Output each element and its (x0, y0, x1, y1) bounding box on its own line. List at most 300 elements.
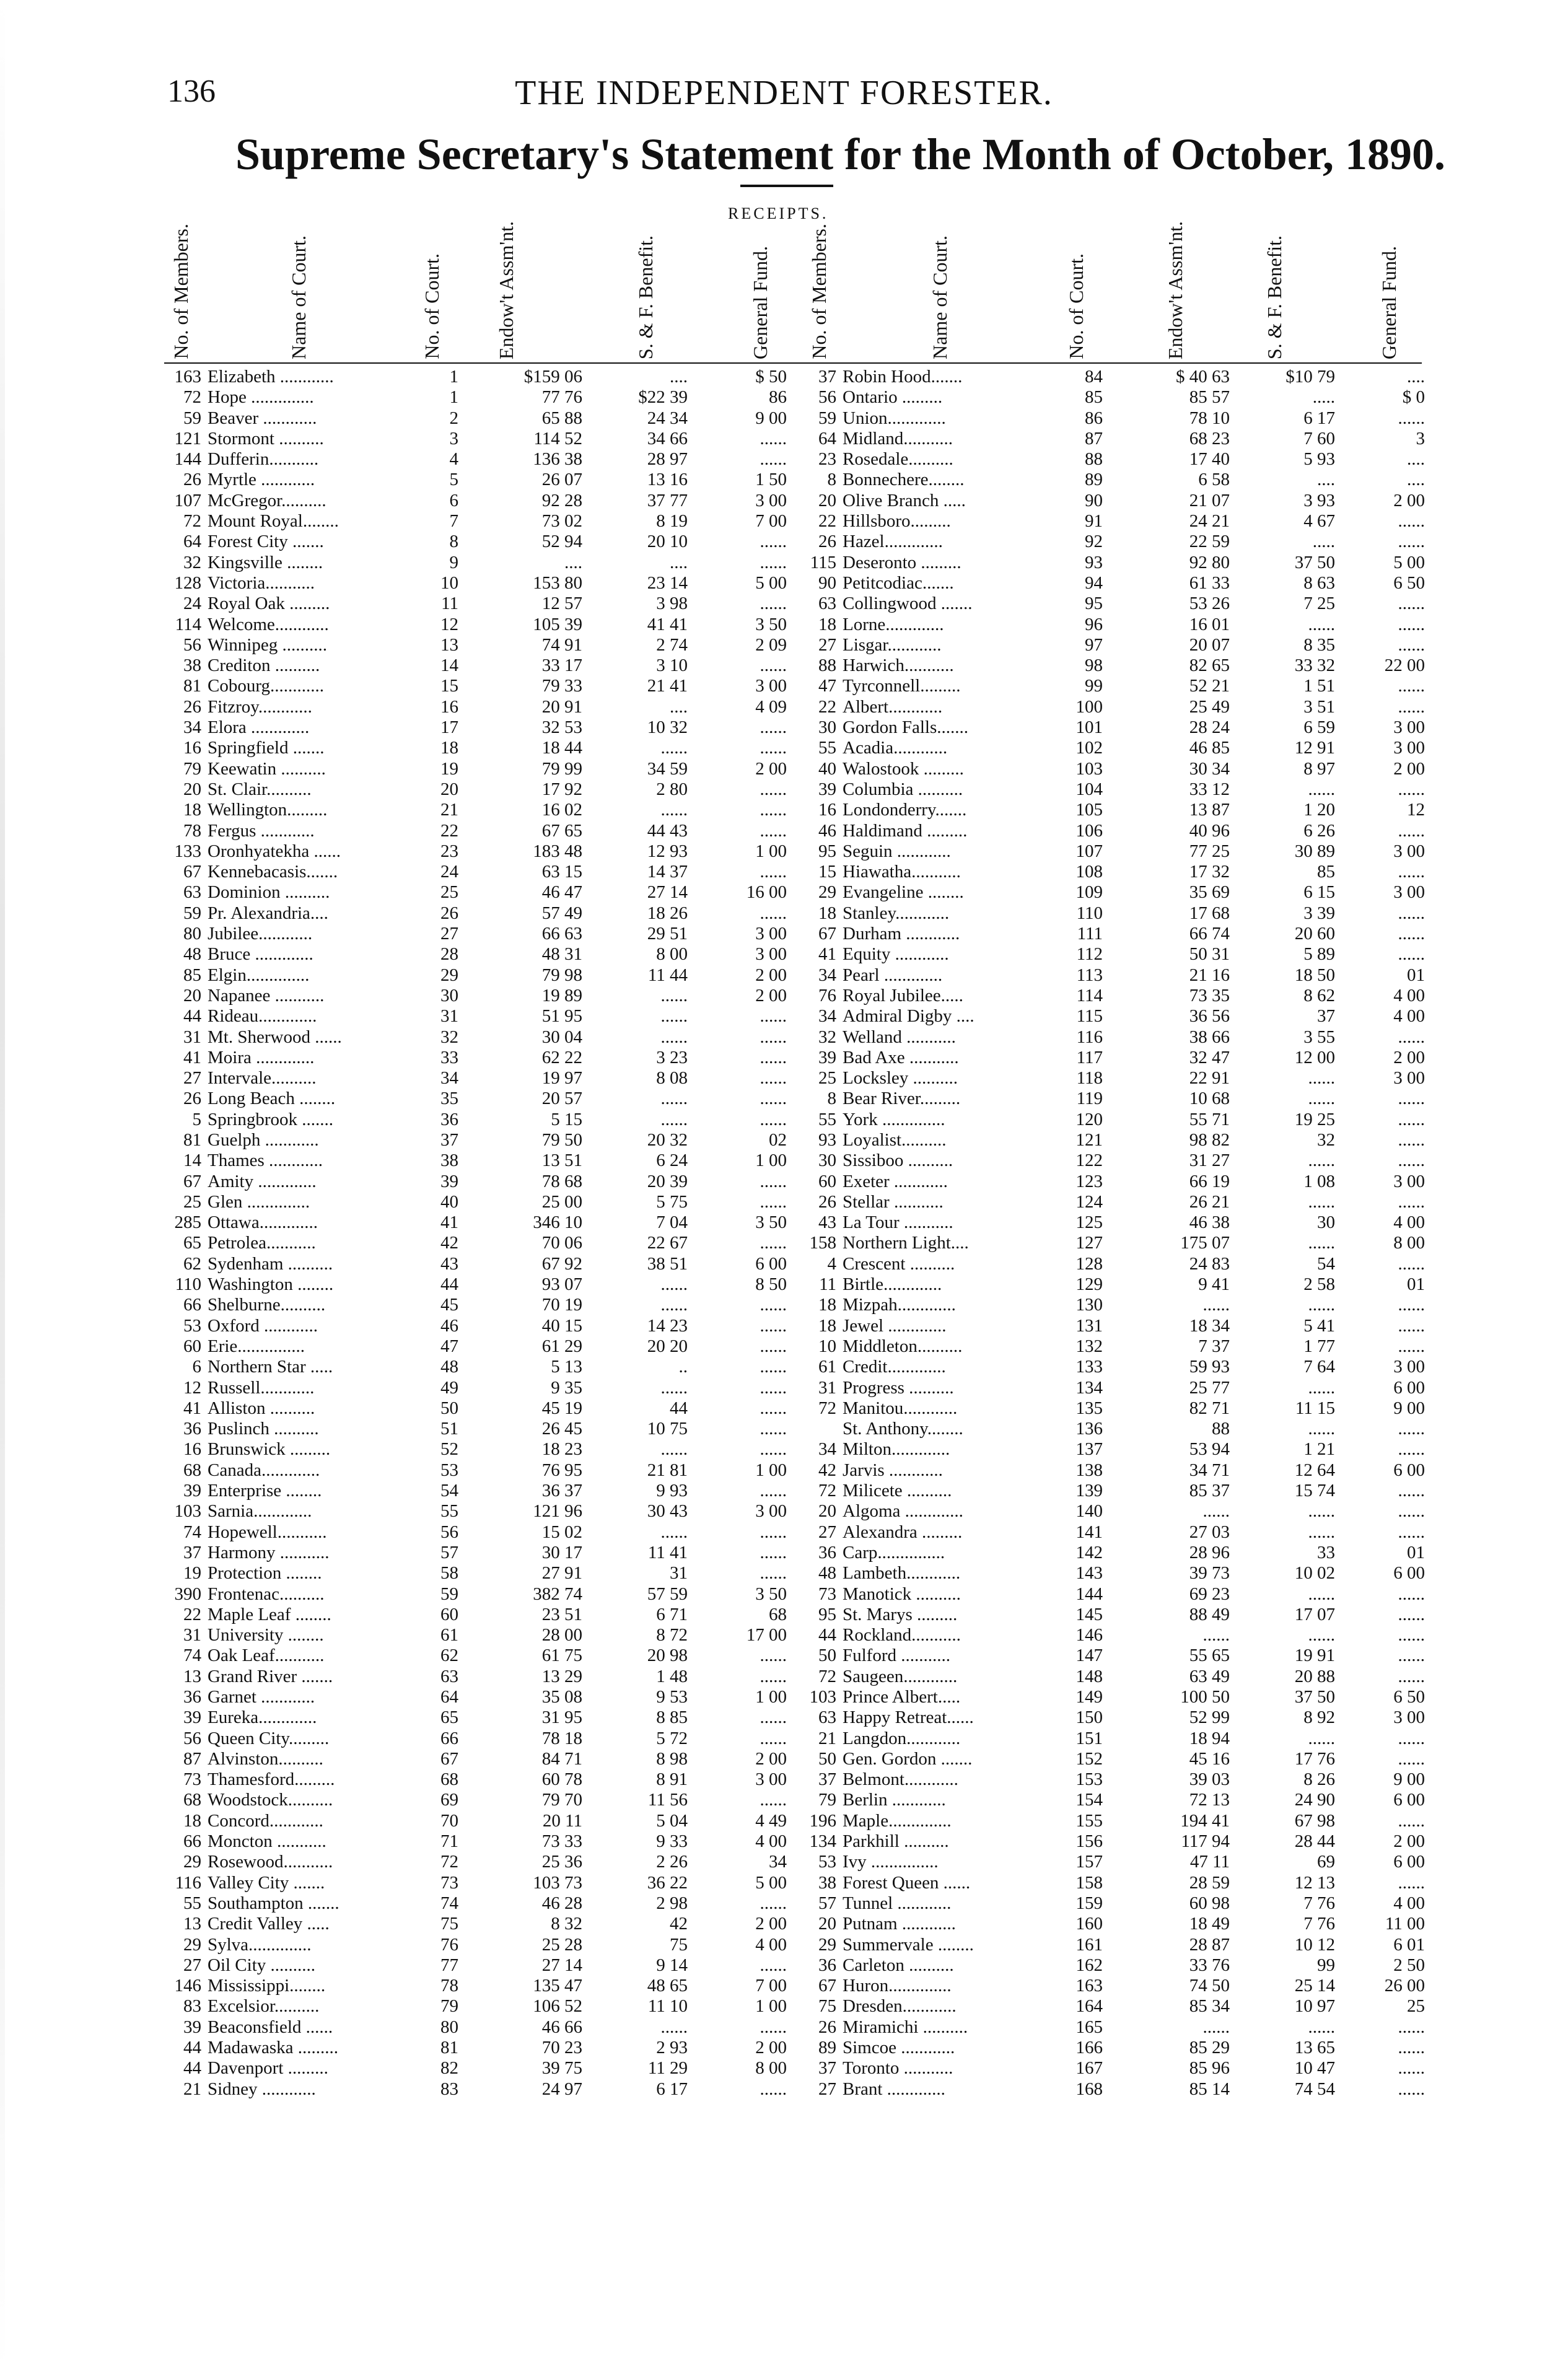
table-row (0, 1501, 1568, 1522)
left-endowment-cell: 48 31 (541, 944, 582, 965)
left-sf-benefit-cell: 8 08 (656, 1068, 688, 1089)
left-court-number-cell: 33 (440, 1047, 458, 1067)
right-court-name-cell: Admiral Digby .... (843, 1006, 975, 1027)
right-members-cell: 72 (818, 1666, 836, 1686)
left-court-name-cell: Keewatin .......... (208, 758, 326, 779)
table-row (0, 1935, 1568, 1955)
left-endowment-cell: 346 10 (533, 1212, 582, 1233)
right-endowment-cell: 175 07 (1180, 1233, 1230, 1253)
right-general-fund-cell: 12 (1407, 800, 1425, 820)
right-general-fund-cell: 4 00 (1393, 1006, 1425, 1027)
left-members-cell: 26 (183, 470, 201, 490)
right-court-number-cell: 106 (1075, 820, 1103, 841)
left-sf-benefit-cell: 11 56 (647, 1790, 688, 1810)
left-general-fund-cell: ...... (760, 820, 787, 841)
left-sf-benefit-cell: 14 37 (647, 862, 688, 882)
left-members-cell: 78 (183, 820, 201, 841)
right-court-name-cell: Welland ........... (843, 1027, 956, 1047)
right-endowment-cell: 28 96 (1189, 1542, 1230, 1562)
left-sf-benefit-cell: 3 10 (656, 655, 688, 676)
right-general-fund-cell: 4 00 (1393, 1893, 1425, 1913)
right-endowment-cell: 22 91 (1189, 1068, 1230, 1089)
left-court-number-cell: 18 (440, 738, 458, 758)
left-endowment-cell: 66 63 (541, 924, 582, 944)
left-members-cell: 68 (183, 1790, 201, 1810)
right-endowment-cell: 92 80 (1189, 552, 1230, 572)
left-members-cell: 26 (183, 696, 201, 717)
left-court-number-cell: 23 (440, 841, 458, 861)
left-sf-benefit-cell: 8 19 (656, 511, 688, 532)
right-court-name-cell: Columbia .......... (843, 779, 963, 799)
left-members-cell: 18 (183, 800, 201, 820)
left-members-cell: 121 (174, 428, 201, 449)
right-court-name-cell: Rosedale.......... (843, 449, 953, 470)
left-sf-benefit-cell: ...... (660, 1109, 688, 1129)
left-court-name-cell: Alliston .......... (208, 1398, 315, 1418)
right-court-name-cell: Gen. Gordon ....... (843, 1748, 973, 1769)
right-members-cell: 55 (818, 1109, 836, 1129)
left-court-name-cell: Valley City ....... (208, 1872, 325, 1893)
right-sf-benefit-cell: 10 97 (1294, 1996, 1335, 2017)
left-general-fund-cell: 5 00 (755, 572, 787, 593)
right-general-fund-cell: ...... (1398, 944, 1425, 965)
right-endowment-cell: 82 71 (1189, 1398, 1230, 1418)
left-endowment-cell: 19 97 (541, 1068, 582, 1089)
left-court-name-cell: Jubilee............ (208, 924, 313, 944)
left-members-cell: 72 (183, 387, 201, 408)
right-sf-benefit-cell: 1 08 (1303, 1171, 1335, 1191)
right-court-number-cell: 108 (1075, 862, 1103, 882)
left-court-number-cell: 34 (440, 1068, 458, 1089)
left-sf-benefit-cell: 20 10 (647, 532, 688, 552)
left-general-fund-cell: 3 00 (755, 490, 787, 511)
table-row (0, 924, 1568, 944)
left-members-cell: 19 (183, 1563, 201, 1584)
right-sf-benefit-cell: 30 89 (1294, 841, 1335, 861)
left-members-cell: 74 (183, 1522, 201, 1542)
right-endowment-cell: 34 71 (1189, 1460, 1230, 1480)
left-general-fund-cell: 7 00 (755, 1976, 787, 1996)
right-court-name-cell: Carleton .......... (843, 1955, 954, 1975)
left-members-cell: 87 (183, 1748, 201, 1769)
left-court-name-cell: Concord............ (208, 1810, 323, 1831)
left-court-name-cell: Maple Leaf ........ (208, 1604, 331, 1624)
right-court-name-cell: Gordon Falls....... (843, 717, 968, 738)
left-members-cell: 48 (183, 944, 201, 965)
left-court-name-cell: McGregor.......... (208, 490, 326, 511)
table-row (0, 1048, 1568, 1068)
table-row (0, 1852, 1568, 1872)
left-court-number-cell: 28 (440, 944, 458, 965)
right-court-number-cell: 146 (1075, 1625, 1103, 1646)
right-sf-benefit-cell: 20 60 (1294, 924, 1335, 944)
right-court-name-cell: Stanley............ (843, 903, 950, 923)
right-members-cell: 36 (818, 1542, 836, 1562)
header-rule (164, 362, 1422, 364)
left-sf-benefit-cell: 11 10 (647, 1996, 688, 2017)
left-court-name-cell: Northern Star ..... (208, 1357, 333, 1377)
left-sf-benefit-cell: 21 41 (647, 676, 688, 696)
right-court-name-cell: Haldimand ......... (843, 820, 968, 841)
right-court-number-cell: 113 (1076, 965, 1103, 985)
left-court-number-cell: 32 (440, 1027, 458, 1047)
right-court-name-cell: Maple.............. (843, 1810, 952, 1831)
left-members-cell: 80 (183, 924, 201, 944)
table-row (0, 1006, 1568, 1027)
left-members-cell: 56 (183, 1728, 201, 1748)
header-sf-right: S. & F. Benefit. (1263, 235, 1285, 359)
table-row (0, 387, 1568, 408)
right-court-name-cell: Walostook ......... (843, 758, 964, 779)
right-court-name-cell: Tunnel ............ (843, 1893, 952, 1913)
left-general-fund-cell: ...... (760, 1955, 787, 1975)
left-members-cell: 163 (174, 367, 201, 387)
left-court-number-cell: 43 (440, 1253, 458, 1274)
header-general-left: General Fund. (749, 245, 771, 359)
right-endowment-cell: 85 34 (1189, 1996, 1230, 2017)
right-court-number-cell: 89 (1085, 470, 1103, 490)
left-members-cell: 81 (183, 1129, 201, 1150)
left-general-fund-cell: 1 50 (755, 470, 787, 490)
left-members-cell: 62 (183, 1253, 201, 1274)
left-endowment-cell: 79 99 (541, 758, 582, 779)
right-court-number-cell: 136 (1075, 1419, 1103, 1439)
left-sf-benefit-cell: 11 41 (647, 1542, 688, 1562)
table-row (0, 862, 1568, 882)
right-endowment-cell: 24 83 (1189, 1253, 1230, 1274)
left-members-cell: 5 (192, 1109, 201, 1129)
left-court-name-cell: Long Beach ........ (208, 1089, 336, 1109)
receipts-label: RECEIPTS. (728, 204, 829, 222)
left-members-cell: 146 (174, 1976, 201, 1996)
right-general-fund-cell: ...... (1398, 634, 1425, 655)
right-court-number-cell: 149 (1075, 1687, 1103, 1707)
right-sf-benefit-cell: 3 39 (1303, 903, 1335, 923)
left-endowment-cell: 46 28 (541, 1893, 582, 1913)
right-sf-benefit-cell: 7 60 (1303, 428, 1335, 449)
right-court-name-cell: Locksley .......... (843, 1068, 958, 1089)
table-row (0, 1667, 1568, 1687)
left-general-fund-cell: 1 00 (755, 1460, 787, 1480)
right-sf-benefit-cell: 54 (1317, 1253, 1335, 1274)
right-endowment-cell: 24 21 (1189, 511, 1230, 532)
left-court-name-cell: Myrtle ............ (208, 470, 315, 490)
right-sf-benefit-cell: ...... (1308, 1728, 1335, 1748)
left-members-cell: 20 (183, 779, 201, 799)
right-members-cell: 72 (818, 1398, 836, 1418)
left-court-number-cell: 73 (440, 1872, 458, 1893)
right-general-fund-cell: 3 00 (1393, 1171, 1425, 1191)
left-endowment-cell: 20 91 (541, 696, 582, 717)
right-general-fund-cell: ...... (1398, 1625, 1425, 1646)
right-general-fund-cell: ...... (1398, 1584, 1425, 1604)
left-sf-benefit-cell: 6 71 (656, 1604, 688, 1624)
right-members-cell: 8 (827, 1089, 836, 1109)
right-general-fund-cell: 2 00 (1393, 1831, 1425, 1852)
right-endowment-cell: 66 74 (1189, 924, 1230, 944)
table-row (0, 1729, 1568, 1749)
right-members-cell: 31 (818, 1377, 836, 1398)
right-sf-benefit-cell: ...... (1308, 614, 1335, 634)
left-sf-benefit-cell: 31 (670, 1563, 688, 1584)
left-general-fund-cell: ...... (760, 1419, 787, 1439)
left-members-cell: 39 (183, 2017, 201, 2037)
left-sf-benefit-cell: 48 65 (647, 1976, 688, 1996)
left-endowment-cell: 153 80 (533, 572, 582, 593)
left-members-cell: 18 (183, 1810, 201, 1831)
left-court-number-cell: 54 (440, 1481, 458, 1501)
left-sf-benefit-cell: 9 14 (656, 1955, 688, 1975)
left-court-name-cell: Springbrook ....... (208, 1109, 333, 1129)
right-members-cell: 73 (818, 1584, 836, 1604)
left-sf-benefit-cell: 20 98 (647, 1646, 688, 1666)
left-sf-benefit-cell: ...... (660, 738, 688, 758)
table-row (0, 1687, 1568, 1707)
left-general-fund-cell: 2 00 (755, 2038, 787, 2058)
right-endowment-cell: 52 99 (1189, 1707, 1230, 1728)
left-general-fund-cell: ...... (760, 1006, 787, 1027)
right-endowment-cell: 98 82 (1189, 1129, 1230, 1150)
right-sf-benefit-cell: 12 00 (1294, 1047, 1335, 1067)
right-members-cell: 29 (818, 1934, 836, 1955)
left-general-fund-cell: ...... (760, 1439, 787, 1460)
table-row (0, 1584, 1568, 1605)
right-endowment-cell: 18 49 (1189, 1914, 1230, 1934)
left-sf-benefit-cell: 8 00 (656, 944, 688, 965)
right-court-name-cell: St. Marys ......... (843, 1604, 958, 1624)
table-row (0, 1274, 1568, 1295)
right-sf-benefit-cell: 17 07 (1294, 1604, 1335, 1624)
right-general-fund-cell: ...... (1398, 1253, 1425, 1274)
left-court-name-cell: Dufferin........... (208, 449, 319, 470)
table-row (0, 1378, 1568, 1398)
left-general-fund-cell: ...... (760, 903, 787, 923)
right-general-fund-cell: ...... (1398, 1666, 1425, 1686)
right-general-fund-cell: ...... (1398, 779, 1425, 799)
right-members-cell: 93 (818, 1129, 836, 1150)
right-court-name-cell: Algoma ............. (843, 1501, 963, 1522)
right-sf-benefit-cell: 5 89 (1303, 944, 1335, 965)
left-members-cell: 59 (183, 903, 201, 923)
left-sf-benefit-cell: 12 93 (647, 841, 688, 861)
left-court-number-cell: 29 (440, 965, 458, 985)
right-general-fund-cell: ...... (1398, 1439, 1425, 1460)
right-sf-benefit-cell: 7 25 (1303, 594, 1335, 614)
right-endowment-cell: 7 37 (1198, 1336, 1230, 1356)
left-endowment-cell: 61 75 (541, 1646, 582, 1666)
right-court-name-cell: Exeter ............ (843, 1171, 948, 1191)
left-endowment-cell: 63 15 (541, 862, 582, 882)
left-court-number-cell: 20 (440, 779, 458, 799)
right-court-number-cell: 97 (1085, 634, 1103, 655)
left-endowment-cell: 121 96 (533, 1501, 582, 1522)
left-court-name-cell: Fitzroy............ (208, 696, 312, 717)
left-members-cell: 13 (183, 1914, 201, 1934)
left-court-number-cell: 63 (440, 1666, 458, 1686)
left-court-number-cell: 24 (440, 862, 458, 882)
right-court-number-cell: 154 (1075, 1790, 1103, 1810)
right-court-name-cell: Harwich........... (843, 655, 954, 676)
left-court-number-cell: 79 (440, 1996, 458, 2017)
right-court-number-cell: 95 (1085, 594, 1103, 614)
right-court-number-cell: 168 (1075, 2079, 1103, 2099)
left-court-number-cell: 6 (449, 490, 458, 511)
left-sf-benefit-cell: 7 04 (656, 1212, 688, 1233)
right-court-name-cell: Manitou............ (843, 1398, 958, 1418)
left-sf-benefit-cell: 75 (670, 1934, 688, 1955)
right-court-name-cell: Huron.............. (843, 1976, 952, 1996)
right-members-cell: 37 (818, 2058, 836, 2079)
table-row (0, 1254, 1568, 1274)
table-row (0, 944, 1568, 965)
left-members-cell: 27 (183, 1068, 201, 1089)
left-endowment-cell: 52 94 (541, 532, 582, 552)
left-sf-benefit-cell: 44 (670, 1398, 688, 1418)
left-sf-benefit-cell: 37 77 (647, 490, 688, 511)
right-general-fund-cell: ...... (1398, 1089, 1425, 1109)
right-court-number-cell: 92 (1085, 532, 1103, 552)
left-court-number-cell: 21 (440, 800, 458, 820)
header-court-left: No. of Court. (421, 253, 443, 359)
right-endowment-cell: 39 03 (1189, 1769, 1230, 1790)
right-general-fund-cell: ...... (1398, 1604, 1425, 1624)
right-general-fund-cell: ...... (1398, 2017, 1425, 2037)
right-endowment-cell: 25 49 (1189, 696, 1230, 717)
left-endowment-cell: 79 33 (541, 676, 582, 696)
right-sf-benefit-cell: ...... (1308, 2017, 1335, 2037)
right-general-fund-cell: ...... (1398, 1872, 1425, 1893)
left-court-name-cell: Wellington......... (208, 800, 328, 820)
right-court-name-cell: Deseronto ......... (843, 552, 961, 572)
right-court-number-cell: 127 (1075, 1233, 1103, 1253)
left-endowment-cell: 79 98 (541, 965, 582, 985)
table-row (0, 573, 1568, 594)
left-court-name-cell: Kingsville ........ (208, 552, 323, 572)
left-general-fund-cell: ...... (760, 655, 787, 676)
header-endowment-right: Endow't Assm'nt. (1164, 221, 1186, 359)
left-sf-benefit-cell: ...... (660, 1006, 688, 1027)
left-court-name-cell: Pr. Alexandria.... (208, 903, 328, 923)
right-endowment-cell: 32 47 (1189, 1047, 1230, 1067)
left-general-fund-cell: ...... (760, 1563, 787, 1584)
right-endowment-cell: ...... (1202, 1501, 1230, 1522)
right-general-fund-cell: 6 00 (1393, 1790, 1425, 1810)
left-general-fund-cell: ...... (760, 449, 787, 470)
left-sf-benefit-cell: ...... (660, 985, 688, 1006)
right-members-cell: 37 (818, 367, 836, 387)
right-general-fund-cell: 3 00 (1393, 841, 1425, 861)
right-court-name-cell: St. Anthony........ (843, 1419, 963, 1439)
right-sf-benefit-cell: ...... (1308, 1233, 1335, 1253)
left-endowment-cell: 106 52 (533, 1996, 582, 2017)
table-row (0, 1481, 1568, 1501)
right-endowment-cell: 21 07 (1189, 490, 1230, 511)
left-general-fund-cell: 8 50 (755, 1274, 787, 1295)
left-members-cell: 27 (183, 1955, 201, 1975)
left-general-fund-cell: 5 00 (755, 1872, 787, 1893)
left-court-name-cell: Frontenac.......... (208, 1584, 325, 1604)
right-members-cell: 46 (818, 820, 836, 841)
left-general-fund-cell: 86 (769, 387, 787, 408)
left-sf-benefit-cell: 27 14 (647, 882, 688, 903)
right-members-cell: 72 (818, 1481, 836, 1501)
table-row (0, 1212, 1568, 1233)
right-court-number-cell: 156 (1075, 1831, 1103, 1852)
left-sf-benefit-cell: 41 41 (647, 614, 688, 634)
left-sf-benefit-cell: 29 51 (647, 924, 688, 944)
left-sf-benefit-cell: 5 72 (656, 1728, 688, 1748)
right-endowment-cell: 74 50 (1189, 1976, 1230, 1996)
left-court-number-cell: 9 (449, 552, 458, 572)
left-general-fund-cell: ...... (760, 1089, 787, 1109)
table-row (0, 367, 1568, 387)
right-endowment-cell: 78 10 (1189, 408, 1230, 428)
right-endowment-cell: 6 58 (1198, 470, 1230, 490)
right-members-cell: 18 (818, 614, 836, 634)
left-endowment-cell: 78 68 (541, 1171, 582, 1191)
right-general-fund-cell: 01 (1407, 1542, 1425, 1562)
left-court-name-cell: Hopewell........... (208, 1522, 327, 1542)
right-members-cell: 27 (818, 1522, 836, 1542)
left-members-cell: 29 (183, 1852, 201, 1872)
left-court-name-cell: Ottawa............. (208, 1212, 318, 1233)
left-endowment-cell: 51 95 (541, 1006, 582, 1027)
left-endowment-cell: 15 02 (541, 1522, 582, 1542)
left-sf-benefit-cell: 6 17 (656, 2079, 688, 2099)
right-sf-benefit-cell: 8 63 (1303, 572, 1335, 593)
right-general-fund-cell: 9 00 (1393, 1398, 1425, 1418)
left-sf-benefit-cell: 10 75 (647, 1419, 688, 1439)
left-court-number-cell: 3 (449, 428, 458, 449)
table-row (0, 553, 1568, 573)
left-members-cell: 103 (174, 1501, 201, 1522)
right-members-cell: 23 (818, 449, 836, 470)
table-row (0, 1172, 1568, 1192)
right-members-cell: 15 (818, 862, 836, 882)
right-sf-benefit-cell: ...... (1308, 1191, 1335, 1212)
right-sf-benefit-cell: 69 (1317, 1852, 1335, 1872)
left-members-cell: 32 (183, 552, 201, 572)
left-general-fund-cell: ...... (760, 2017, 787, 2037)
left-sf-benefit-cell: 9 53 (656, 1687, 688, 1707)
left-members-cell: 55 (183, 1893, 201, 1913)
left-general-fund-cell: ...... (760, 1336, 787, 1356)
left-general-fund-cell: 9 00 (755, 408, 787, 428)
left-members-cell: 24 (183, 594, 201, 614)
right-members-cell: 25 (818, 1068, 836, 1089)
left-sf-benefit-cell: 28 97 (647, 449, 688, 470)
right-court-name-cell: Summervale ........ (843, 1934, 974, 1955)
right-sf-benefit-cell: 3 93 (1303, 490, 1335, 511)
left-members-cell: 53 (183, 1315, 201, 1336)
left-court-number-cell: 71 (440, 1831, 458, 1852)
table-row (0, 615, 1568, 635)
right-members-cell: 42 (818, 1460, 836, 1480)
right-sf-benefit-cell: 19 25 (1294, 1109, 1335, 1129)
right-endowment-cell: 63 49 (1189, 1666, 1230, 1686)
right-court-number-cell: 112 (1076, 944, 1103, 965)
left-court-number-cell: 5 (449, 470, 458, 490)
table-row (0, 1419, 1568, 1439)
left-members-cell: 34 (183, 717, 201, 738)
right-sf-benefit-cell: ...... (1308, 1068, 1335, 1089)
left-members-cell: 36 (183, 1687, 201, 1707)
right-endowment-cell: 73 35 (1189, 985, 1230, 1006)
left-endowment-cell: 92 28 (541, 490, 582, 511)
right-general-fund-cell: 01 (1407, 965, 1425, 985)
left-general-fund-cell: ...... (760, 1191, 787, 1212)
left-endowment-cell: 93 07 (541, 1274, 582, 1295)
